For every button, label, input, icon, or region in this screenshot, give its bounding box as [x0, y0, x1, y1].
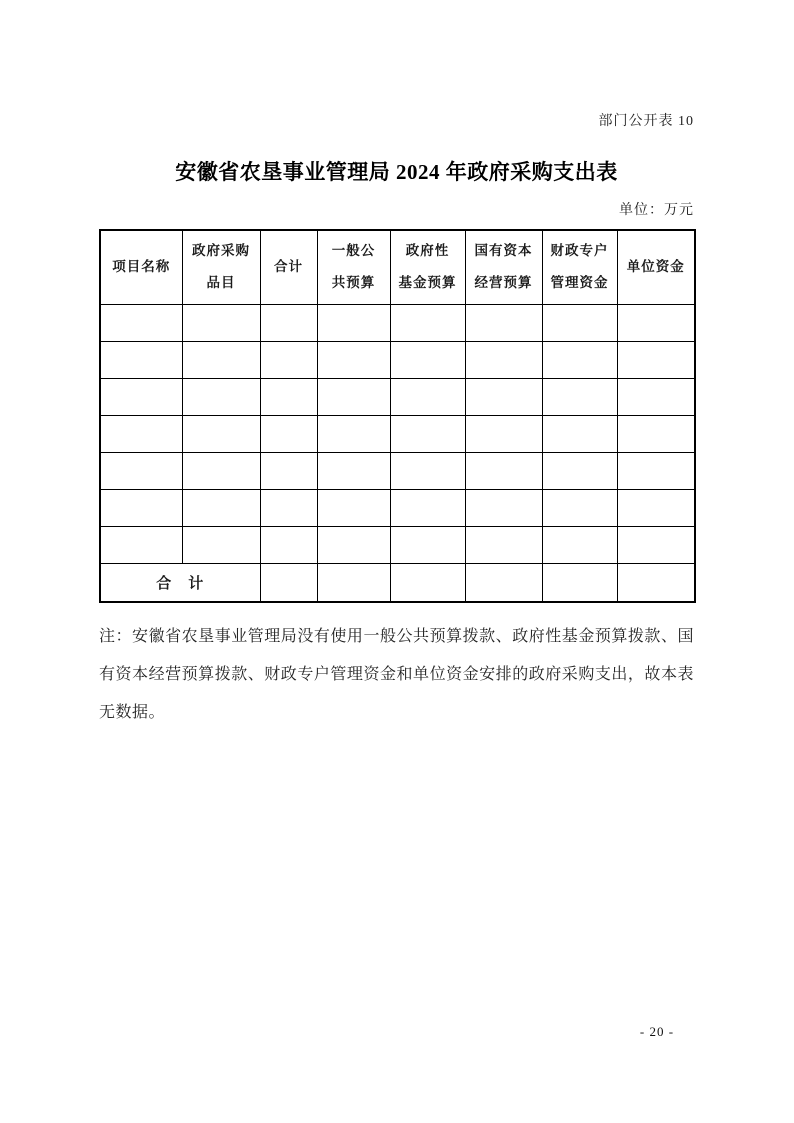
empty-cell [182, 452, 260, 489]
col-header-procurement-item: 政府采购 品目 [182, 230, 260, 304]
empty-cell [465, 526, 542, 563]
col-header-general-public-budget: 一般公 共预算 [317, 230, 390, 304]
page-number: - 20 - [639, 1024, 675, 1039]
empty-cell [617, 304, 695, 341]
empty-cell [100, 452, 182, 489]
empty-cell [182, 489, 260, 526]
total-empty-cell [465, 563, 542, 602]
empty-cell [317, 415, 390, 452]
note-line-3: 无数据。 [99, 704, 166, 721]
empty-cell [390, 489, 465, 526]
empty-cell [100, 341, 182, 378]
empty-cell [182, 378, 260, 415]
empty-data-row [100, 489, 695, 526]
empty-cell [465, 304, 542, 341]
empty-cell [260, 304, 317, 341]
page-title: 安徽省农垦事业管理局 2024 年政府采购支出表 [175, 160, 618, 184]
empty-cell [100, 489, 182, 526]
empty-cell [182, 526, 260, 563]
table-body [100, 304, 695, 563]
empty-cell [617, 341, 695, 378]
empty-cell [182, 341, 260, 378]
empty-cell [390, 452, 465, 489]
empty-cell [617, 526, 695, 563]
page-content [99, 0, 694, 732]
empty-cell [390, 341, 465, 378]
total-row [100, 563, 695, 602]
empty-cell [260, 452, 317, 489]
empty-cell [317, 526, 390, 563]
empty-cell [260, 341, 317, 378]
empty-cell [542, 304, 617, 341]
empty-data-row [100, 452, 695, 489]
col-header-project-name: 项目名称 [100, 230, 182, 304]
empty-cell [317, 341, 390, 378]
total-empty-cell [260, 563, 317, 602]
col-header-state-capital-operation-budget: 国有资本 经营预算 [465, 230, 542, 304]
empty-cell [542, 452, 617, 489]
note-line-2: 有资本经营预算拨款、财政专户管理资金和单位资金安排的政府采购支出，故本表 [99, 666, 694, 683]
col-header-unit-funds: 单位资金 [617, 230, 695, 304]
empty-data-row [100, 341, 695, 378]
empty-cell [260, 526, 317, 563]
table-footer [100, 563, 695, 602]
empty-cell [390, 415, 465, 452]
empty-cell [465, 489, 542, 526]
note-line-1: 注：安徽省农垦事业管理局没有使用一般公共预算拨款、政府性基金预算拨款、国 [99, 628, 694, 645]
col-header-total: 合计 [260, 230, 317, 304]
empty-cell [542, 415, 617, 452]
empty-cell [465, 341, 542, 378]
empty-cell [390, 526, 465, 563]
empty-cell [617, 415, 695, 452]
empty-cell [465, 415, 542, 452]
doc-label: 部门公开表 10 [598, 114, 694, 129]
empty-cell [317, 304, 390, 341]
empty-cell [542, 378, 617, 415]
empty-cell [465, 378, 542, 415]
empty-cell [542, 341, 617, 378]
empty-cell [465, 452, 542, 489]
col-header-government-fund-budget: 政府性 基金预算 [390, 230, 465, 304]
empty-cell [390, 378, 465, 415]
total-row-label: 合 计 [100, 563, 260, 602]
empty-cell [100, 304, 182, 341]
empty-cell [542, 489, 617, 526]
table-header-row [100, 230, 695, 304]
empty-cell [260, 489, 317, 526]
empty-cell [260, 378, 317, 415]
empty-data-row [100, 526, 695, 563]
total-empty-cell [542, 563, 617, 602]
total-empty-cell [317, 563, 390, 602]
empty-cell [100, 415, 182, 452]
procurement-expenditure-table [99, 229, 696, 603]
empty-cell [390, 304, 465, 341]
total-empty-cell [390, 563, 465, 602]
empty-cell [182, 415, 260, 452]
empty-cell [317, 489, 390, 526]
unit-label: 单位：万元 [619, 203, 694, 218]
empty-cell [100, 378, 182, 415]
col-header-fiscal-special-account-funds: 财政专户 管理资金 [542, 230, 617, 304]
empty-cell [617, 452, 695, 489]
empty-cell [542, 526, 617, 563]
empty-data-row [100, 304, 695, 341]
empty-cell [317, 378, 390, 415]
empty-cell [182, 304, 260, 341]
empty-cell [617, 489, 695, 526]
total-empty-cell [617, 563, 695, 602]
note-text [99, 618, 694, 732]
empty-cell [260, 415, 317, 452]
empty-cell [100, 526, 182, 563]
empty-cell [617, 378, 695, 415]
empty-data-row [100, 378, 695, 415]
empty-cell [317, 452, 390, 489]
empty-data-row [100, 415, 695, 452]
